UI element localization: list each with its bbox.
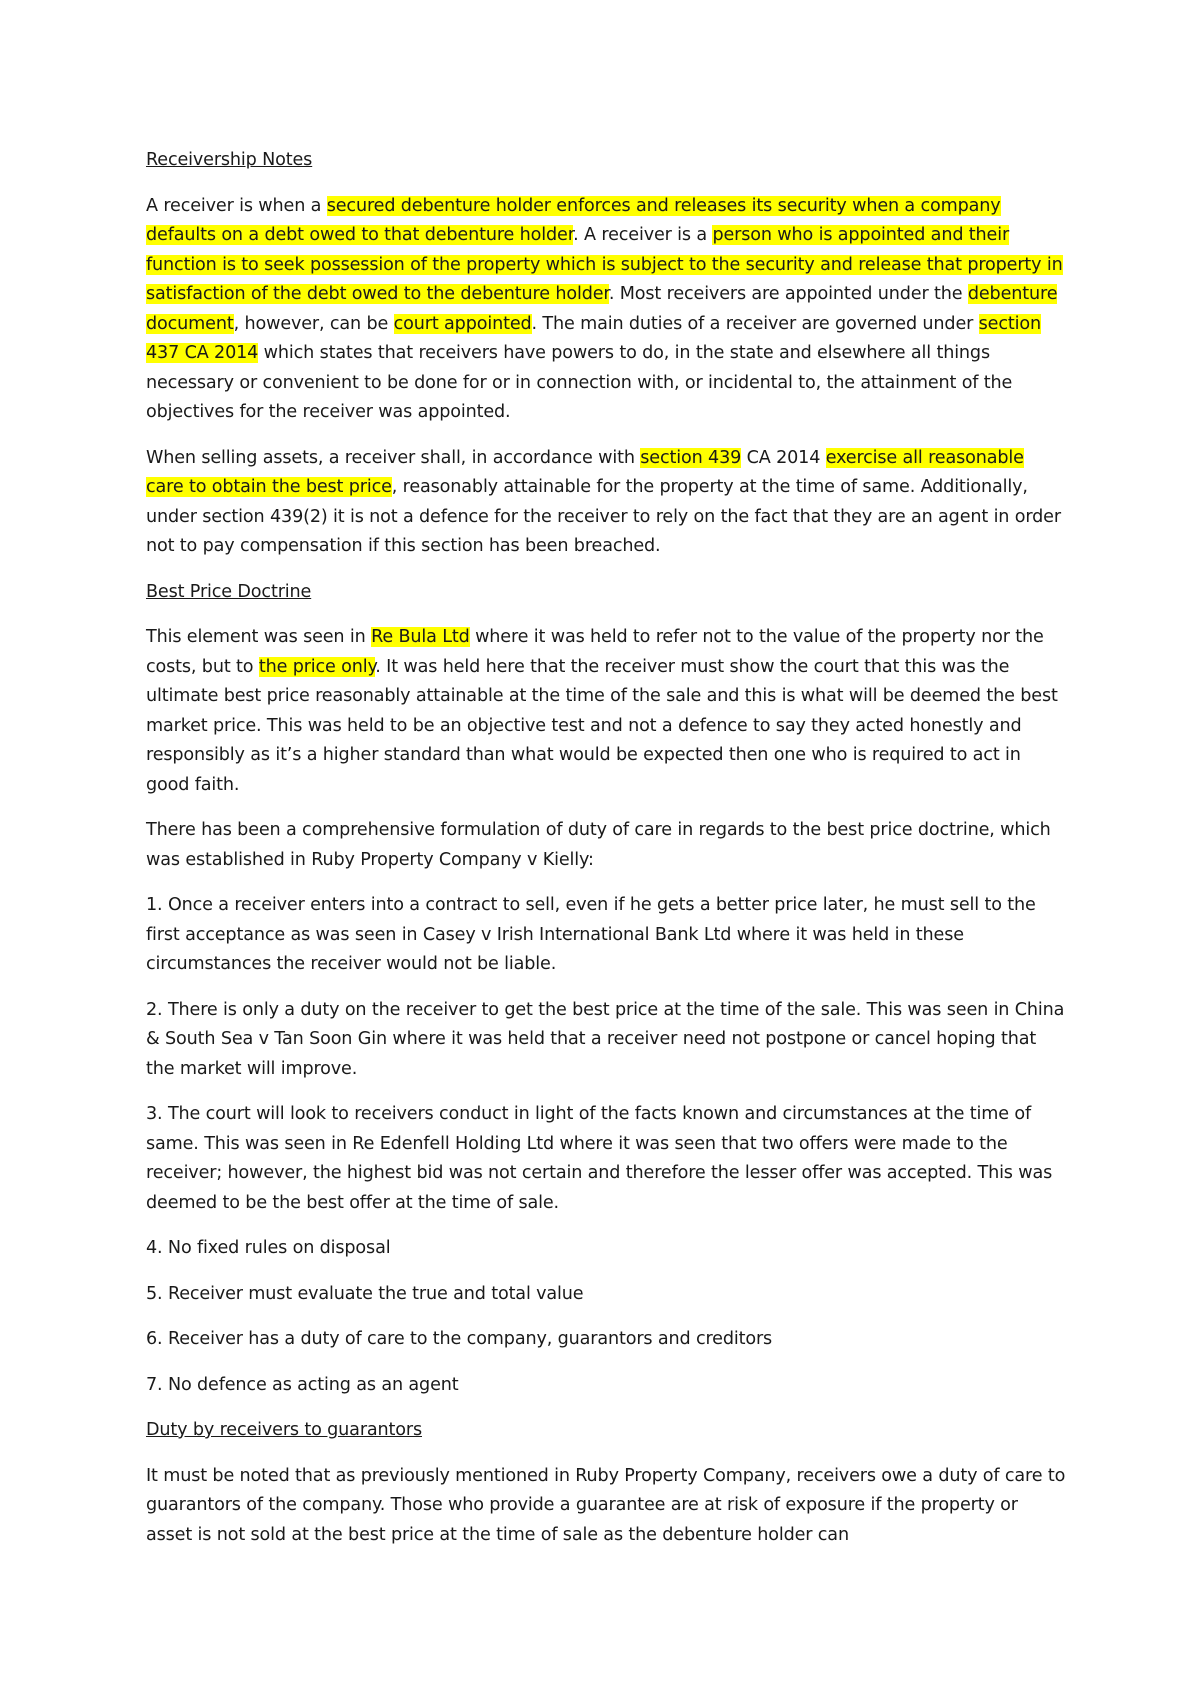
text-segment: . A receiver is a bbox=[573, 225, 713, 245]
highlighted-text: debenture document bbox=[146, 284, 1058, 334]
document-body bbox=[146, 146, 1066, 1566]
ruby-property-paragraph bbox=[146, 816, 1066, 875]
text-segment: No defence as acting as an agent bbox=[167, 1374, 459, 1395]
text-segment: When selling assets, a receiver shall, in accordance with bbox=[146, 447, 641, 468]
list-item-7 bbox=[146, 1371, 1066, 1401]
guarantors-paragraph bbox=[146, 1462, 1066, 1551]
text-segment: 1. bbox=[146, 895, 168, 915]
text-segment: . Most receivers are appointed under the bbox=[608, 284, 968, 304]
list-item-2 bbox=[146, 996, 1066, 1085]
text-segment: . The main duties of a receiver are governed under bbox=[531, 313, 979, 334]
text-segment: , reasonably attainable for the property at the time of same. Additionally, under section 439(2) it is not a defence for the receiver to rely on the fact that they are an agent in order not to pay compensation if this section has been breached. bbox=[146, 477, 1061, 556]
highlighted-text: person who is appointed and their function is to seek possession of the property which is subject to the security and release that property in satisfaction of the debt owed to the debenture holder bbox=[146, 225, 1063, 304]
document-blocks bbox=[146, 192, 1066, 1551]
highlighted-text: section 439 bbox=[640, 447, 742, 468]
text-segment: 3. bbox=[146, 1104, 168, 1124]
text-segment: It must be noted that as previously mentioned in Ruby Property Company, receivers owe a duty of care to guarantors of the company. Those who provide a guarantee are at risk of exposure if the property or asset is not sold at the best price at the time of sale as the debenture holder can bbox=[146, 1465, 1066, 1545]
duty-guarantors-heading: Duty by receivers to guarantors bbox=[146, 1420, 422, 1440]
text-segment: Receiver has a duty of care to the company, guarantors and creditors bbox=[167, 1329, 773, 1349]
best-price-doctrine-heading: Best Price Doctrine bbox=[146, 581, 312, 602]
re-bula-paragraph bbox=[146, 623, 1066, 800]
text-segment: Receiver must evaluate the true and total value bbox=[167, 1283, 584, 1304]
highlighted-text: Re Bula Ltd bbox=[371, 627, 470, 647]
text-segment: , however, can be bbox=[233, 313, 394, 334]
selling-assets-paragraph bbox=[146, 444, 1066, 562]
list-item-3 bbox=[146, 1100, 1066, 1218]
text-segment: This element was seen in bbox=[146, 627, 372, 647]
list-item-4 bbox=[146, 1234, 1066, 1264]
text-segment: 7. bbox=[146, 1374, 168, 1395]
text-segment: 2. bbox=[146, 999, 168, 1020]
highlighted-text: section 437 CA 2014 bbox=[146, 313, 1041, 363]
text-segment: 5. bbox=[146, 1283, 168, 1304]
text-segment: CA 2014 bbox=[741, 447, 826, 468]
intro-paragraph bbox=[146, 192, 1066, 428]
list-item-1 bbox=[146, 891, 1066, 980]
list-item-5 bbox=[146, 1280, 1066, 1310]
text-segment: There has been a comprehensive formulation of duty of care in regards to the best price doctrine, which was established in Ruby Property Company v Kielly: bbox=[146, 820, 1051, 870]
text-segment: A receiver is when a bbox=[146, 195, 327, 216]
document-title: Receivership Notes bbox=[146, 150, 313, 170]
highlighted-text: exercise all reasonable care to obtain the best price bbox=[146, 447, 1024, 497]
highlighted-text: the price only bbox=[258, 656, 376, 677]
text-segment: which states that receivers have powers to do, in the state and elsewhere all things necessary or convenient to be done for or in connection with, or incidental to, the attainment of the objectives for the receiver was appointed. bbox=[146, 343, 1013, 422]
text-segment: 4. No fixed rules on disposal bbox=[146, 1238, 391, 1258]
text-segment: 6. bbox=[146, 1329, 168, 1349]
list-item-6 bbox=[146, 1325, 1066, 1355]
text-segment: The court will look to receivers conduct in light of the facts known and circumstances at the time of same. This was seen in Re Edenfell Holding Ltd where it was seen that two offers were made to the receiver; however, the highest bid was not certain and therefore the lesser offer was accepted. This was deemed to be the best offer at the time of sale. bbox=[146, 1104, 1053, 1213]
text-segment: There is only a duty on the receiver to get the best price at the time of the sale. This was seen in China & South Sea v Tan Soon Gin where it was held that a receiver need not postpone or cancel hoping that the market will improve. bbox=[146, 999, 1065, 1079]
text-segment: . It was held here that the receiver must show the court that this was the ultimate best price reasonably attainable at the time of the sale and this is what will be deemed the best market price. This was held to be an objective test and not a defence to say they acted honestly and responsibly as it’s a higher standard than what would be expected then one who is required to act in good faith. bbox=[146, 656, 1058, 795]
highlighted-text: secured debenture holder enforces and releases its security when a company defaults on a debt owed to that debenture holder bbox=[146, 195, 1001, 245]
text-segment: Once a receiver enters into a contract to sell, even if he gets a better price later, he must sell to the first acceptance as was seen in Casey v Irish International Bank Ltd where it was held in these circumstances the receiver would not be liable. bbox=[146, 895, 1036, 974]
highlighted-text: court appointed bbox=[393, 313, 532, 334]
text-segment: where it was held to refer not to the value of the property nor the costs, but to bbox=[146, 627, 1044, 677]
